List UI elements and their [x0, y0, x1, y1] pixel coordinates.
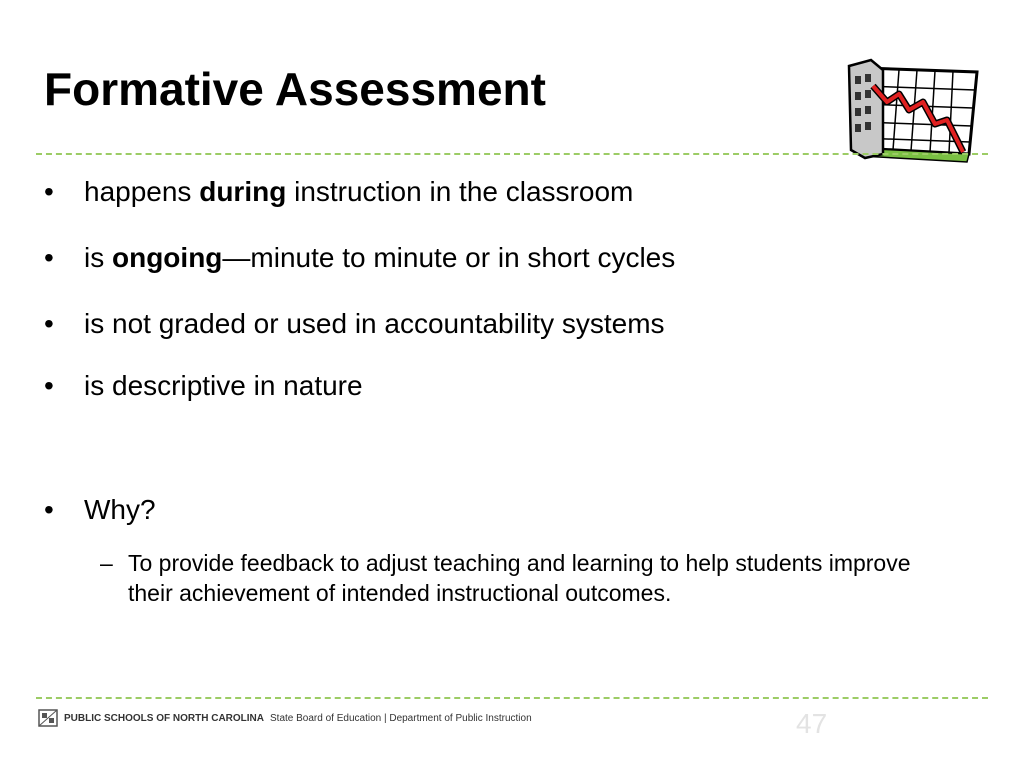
bullet-text: Why?	[84, 494, 156, 525]
slide-title: Formative Assessment	[44, 63, 546, 115]
bullet-text: is not graded or used in accountability systems	[84, 308, 665, 339]
footer-tagline: State Board of Education | Department of Public Instruction	[270, 712, 532, 724]
bullet-text: happens during instruction in the classroom	[84, 176, 634, 207]
footer-org: PUBLIC SCHOOLS OF NORTH CAROLINA	[64, 712, 264, 724]
bullet-dot: •	[44, 242, 54, 273]
bottom-divider	[36, 697, 988, 699]
page-number: 47	[796, 708, 828, 739]
nc-dpi-logo-icon	[38, 709, 58, 727]
sub-bullet-item	[100, 548, 930, 608]
bullet-dot: •	[44, 176, 54, 207]
bullet-item	[44, 308, 665, 340]
bullet-text: is descriptive in nature	[84, 370, 363, 401]
sub-bullet-text: To provide feedback to adjust teaching and learning to help students improve their achievement of intended instructional outcomes.	[128, 550, 911, 606]
bullet-text: is ongoing—minute to minute or in short cycles	[84, 242, 676, 273]
bullet-item	[44, 242, 675, 274]
bullet-dot: •	[44, 308, 54, 339]
bullet-item	[44, 494, 156, 526]
footer	[38, 708, 532, 728]
bullet-item	[44, 176, 633, 208]
bullet-item	[44, 370, 363, 402]
sub-bullet-dash: –	[100, 550, 113, 576]
bullet-dot: •	[44, 370, 54, 401]
bullet-dot: •	[44, 494, 54, 525]
top-divider	[36, 153, 988, 155]
